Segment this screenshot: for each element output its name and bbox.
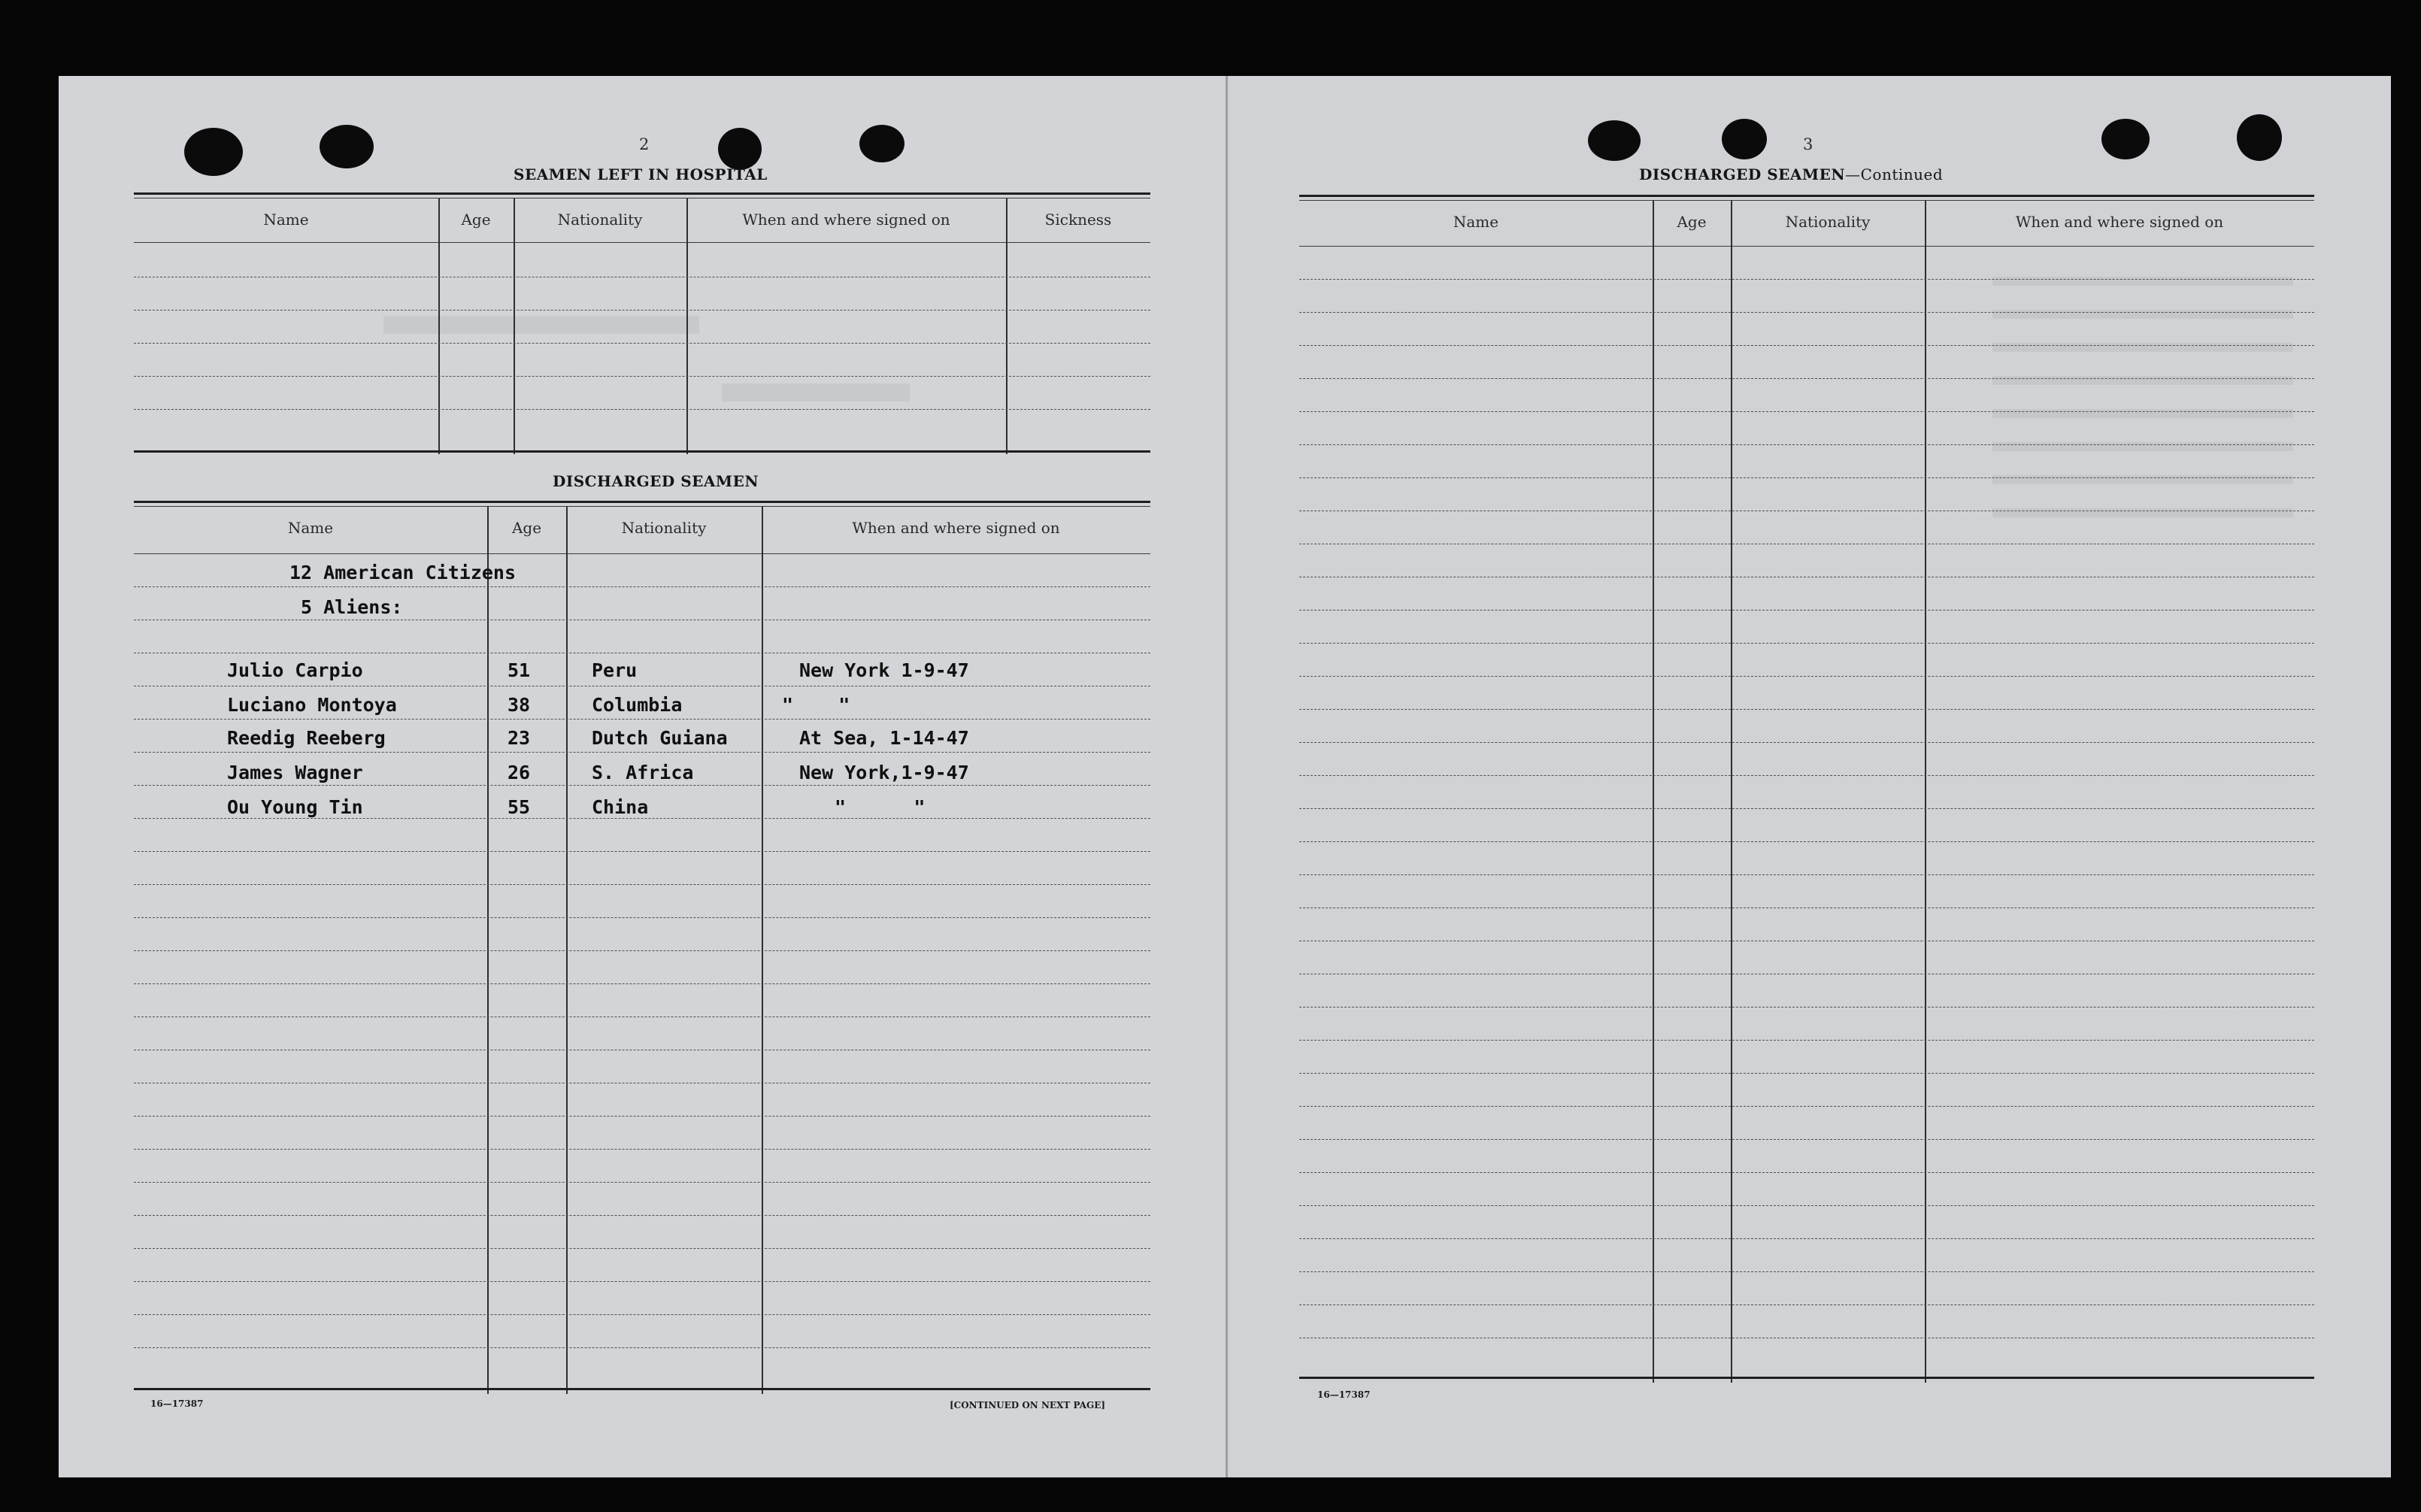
- summary-american-citizens: 12 American Citizens: [289, 562, 517, 583]
- hospital-col-signed-on: When and where signed on: [742, 211, 950, 229]
- seaman-nationality: Peru: [592, 659, 638, 681]
- punch-hole: [1588, 120, 1641, 161]
- seaman-name: Luciano Montoya: [227, 694, 397, 716]
- form-number-left: 16—17387: [150, 1398, 204, 1409]
- discharged-table: [134, 501, 1150, 1395]
- continued-note: [CONTINUED ON NEXT PAGE]: [950, 1400, 1106, 1410]
- summary-aliens: 5 Aliens:: [301, 596, 403, 618]
- seaman-age: 23: [508, 727, 531, 749]
- discharged-continued-title: [1639, 165, 1943, 183]
- hospital-section-title: SEAMEN LEFT IN HOSPITAL: [514, 165, 768, 183]
- seaman-nationality: S. Africa: [592, 762, 694, 783]
- hospital-col-nationality: Nationality: [557, 211, 643, 229]
- discharged-col-signed-on: When and where signed on: [852, 519, 1060, 537]
- hospital-col-sickness: Sickness: [1044, 211, 1112, 229]
- seaman-signed-on: " ": [782, 694, 850, 716]
- punch-hole: [1722, 119, 1767, 159]
- punch-hole: [184, 128, 243, 176]
- seaman-name: Julio Carpio: [227, 659, 363, 681]
- cont-col-nationality: Nationality: [1785, 213, 1871, 231]
- cont-col-signed-on: When and where signed on: [2015, 213, 2224, 231]
- seaman-nationality: Columbia: [592, 694, 683, 716]
- punch-hole: [718, 128, 762, 170]
- punch-hole: [859, 125, 904, 162]
- seaman-age: 26: [508, 762, 531, 783]
- discharged-col-nationality: Nationality: [621, 519, 707, 537]
- discharged-col-name: Name: [287, 519, 334, 537]
- hospital-col-age: Age: [461, 211, 491, 229]
- discharged-col-age: Age: [511, 519, 542, 537]
- seaman-age: 38: [508, 694, 531, 716]
- hospital-table: [134, 192, 1150, 454]
- seaman-age: 51: [508, 659, 531, 681]
- punch-hole: [2237, 114, 2282, 161]
- cont-col-age: Age: [1677, 213, 1707, 231]
- seaman-nationality: Dutch Guiana: [592, 727, 728, 749]
- cont-col-name: Name: [1453, 213, 1499, 231]
- punch-hole: [320, 125, 374, 168]
- title-continued: —Continued: [1845, 165, 1944, 183]
- seaman-age: 55: [508, 796, 531, 818]
- seaman-signed-on: At Sea, 1-14-47: [799, 727, 969, 749]
- seaman-signed-on: " ": [835, 796, 926, 818]
- page-number-left: 2: [639, 135, 650, 153]
- discharged-section-title: DISCHARGED SEAMEN: [553, 472, 759, 490]
- seaman-name: Reedig Reeberg: [227, 727, 386, 749]
- page-number-right: 3: [1803, 135, 1813, 153]
- seaman-signed-on: New York 1-9-47: [799, 659, 969, 681]
- discharged-continued-table: [1299, 195, 2314, 1383]
- form-number-right: 16—17387: [1317, 1389, 1371, 1400]
- seaman-signed-on: New York,1-9-47: [799, 762, 969, 783]
- seaman-name: James Wagner: [227, 762, 363, 783]
- hospital-col-name: Name: [263, 211, 309, 229]
- punch-hole: [2101, 119, 2150, 159]
- title-main: DISCHARGED SEAMEN: [1639, 165, 1846, 183]
- seaman-name: Ou Young Tin: [227, 796, 363, 818]
- seaman-nationality: China: [592, 796, 649, 818]
